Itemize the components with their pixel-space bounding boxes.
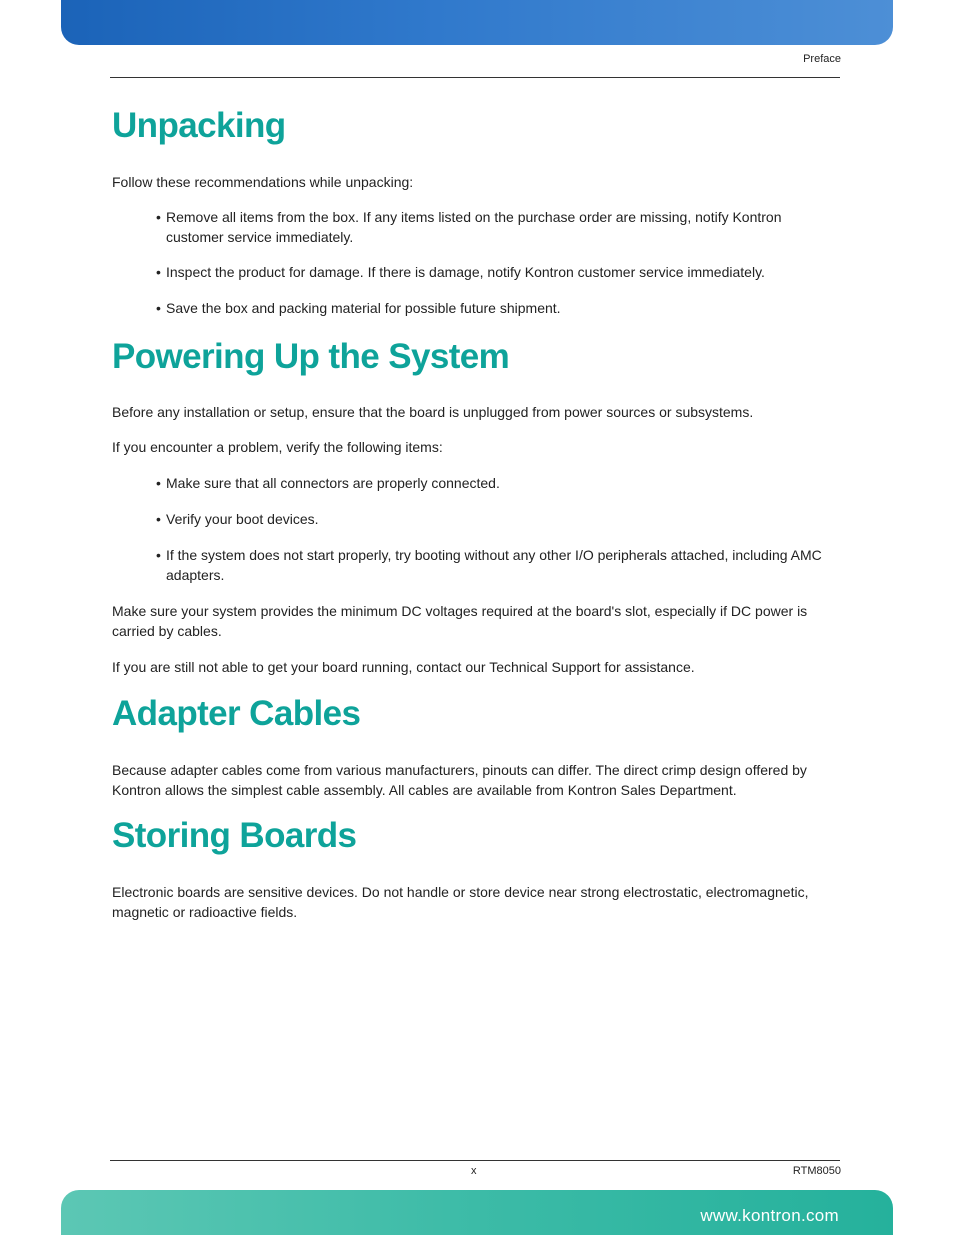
heading-unpacking: Unpacking xyxy=(112,106,286,145)
storing-paragraph: Electronic boards are sensitive devices. Do not handle or store device near strong electrostatic, electromagnetic, magnetic or radioactive fields. xyxy=(112,884,809,920)
bullet-icon: • xyxy=(156,547,161,563)
bullet-icon: • xyxy=(156,300,161,316)
footer-divider xyxy=(110,1160,840,1161)
bullet-icon: • xyxy=(156,264,161,280)
section-label: Preface xyxy=(803,53,841,65)
page-number: x xyxy=(471,1165,477,1177)
list-item: • If the system does not start properly, try booting without any other I/O peripherals attached, including AMC adapters. xyxy=(156,547,822,583)
powering-paragraph-2: If you encounter a problem, verify the following items: xyxy=(112,439,443,455)
header-banner xyxy=(61,0,893,45)
powering-paragraph-3: Make sure your system provides the minimum DC voltages required at the board's slot, especially if DC power is carried by cables. xyxy=(112,603,808,639)
bullet-icon: • xyxy=(156,475,161,491)
bullet-icon: • xyxy=(156,511,161,527)
list-item: • Save the box and packing material for possible future shipment. xyxy=(156,300,561,316)
unpacking-list xyxy=(112,207,842,318)
powering-paragraph-4: If you are still not able to get your board running, contact our Technical Support for assistance. xyxy=(112,659,695,675)
document-name: RTM8050 xyxy=(792,1165,841,1177)
page-content xyxy=(112,98,842,922)
unpacking-intro: Follow these recommendations while unpacking: xyxy=(112,174,414,190)
bullet-icon: • xyxy=(156,209,161,225)
powering-list xyxy=(112,473,842,585)
heading-adapter-cables: Adapter Cables xyxy=(112,694,361,733)
footer-banner xyxy=(61,1190,893,1235)
heading-powering-up: Powering Up the System xyxy=(112,337,510,376)
list-item: • Make sure that all connectors are properly connected. xyxy=(156,475,500,491)
list-item: • Remove all items from the box. If any items listed on the purchase order are missing, notify Kontron customer service immediately. xyxy=(156,209,782,245)
heading-storing-boards: Storing Boards xyxy=(112,816,357,855)
list-item: • Verify your boot devices. xyxy=(156,511,319,527)
powering-paragraph-1: Before any installation or setup, ensure that the board is unplugged from power sources or subsystems. xyxy=(112,404,754,420)
list-item: • Inspect the product for damage. If there is damage, notify Kontron customer service immediately. xyxy=(156,264,765,280)
header-divider xyxy=(110,77,840,78)
adapter-paragraph: Because adapter cables come from various manufacturers, pinouts can differ. The direct crimp design offered by Kontron allows the simplest cable assembly. All cables are available from Kontron Sales Department. xyxy=(112,762,807,798)
website-link[interactable]: www.kontron.com xyxy=(700,1206,839,1225)
